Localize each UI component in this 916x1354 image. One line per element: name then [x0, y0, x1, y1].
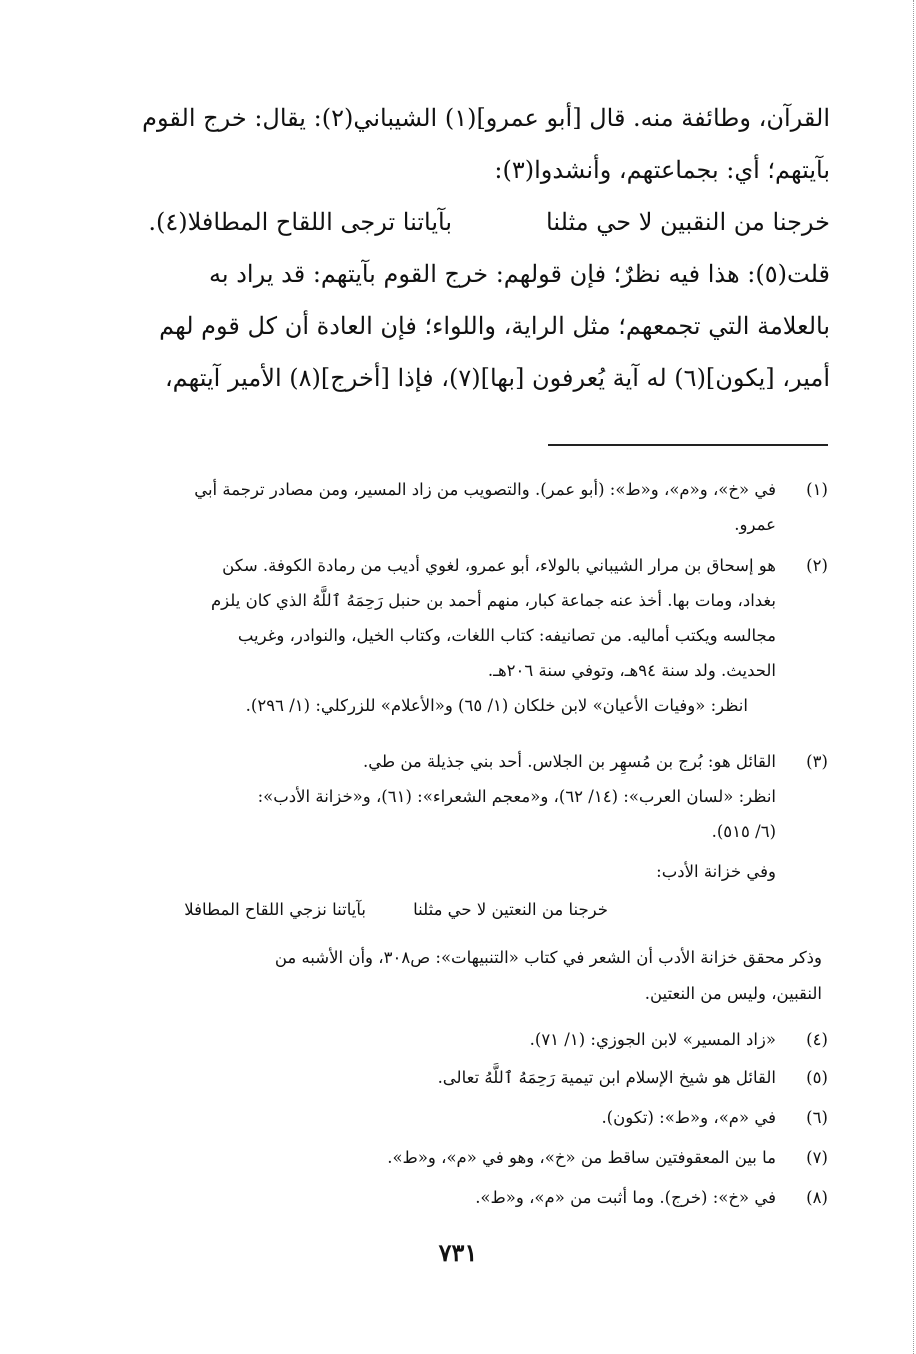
footnote-6: [104, 1100, 834, 1136]
footnote-number: (٨): [806, 1188, 828, 1207]
footnote-number: (٣): [806, 752, 828, 771]
footnote-line: النقبين، وليس من النعتين.: [644, 984, 822, 1003]
footnote-line: الحديث. ولد سنة ٩٤هـ، وتوفي سنة ٢٠٦هـ.: [487, 661, 776, 680]
footnote-line: بغداد، ومات بها. أخذ عنه جماعة كبار، منهم أحمد بن حنبل رَحِمَهُ ٱللَّهُ الذي كان يلزم: [210, 591, 776, 610]
footnote-line: القائل هو: بُرج بن مُسهِر بن الجلاس. أحد بني جذيلة من طي.: [362, 752, 776, 771]
footnote-line: هو إسحاق بن مرار الشيباني بالولاء، أبو عمرو، لغوي أديب من رمادة الكوفة. سكن: [222, 556, 776, 575]
footnote-number: (٦): [806, 1108, 828, 1127]
verse-line: [110, 204, 830, 240]
footnote-line: «زاد المسير» لابن الجوزي: (١/ ٧١).: [529, 1030, 776, 1049]
footnote-4: [104, 1022, 834, 1058]
footnote-3-continued: [104, 940, 834, 1012]
footnote-verse: [104, 892, 776, 928]
verse-hemistich-left: بآياتنا نزجي اللقاح المطافلا: [184, 900, 366, 919]
page-edge-shadow: [907, 0, 914, 1354]
verse-hemistich-right: خرجنا من النقبين لا حي مثلنا: [546, 208, 830, 236]
footnote-line: وذكر محقق خزانة الأدب أن الشعر في كتاب «التنبيهات»: ص٣٠٨، وأن الأشبه من: [274, 948, 822, 967]
footnote-line: عمرو.: [734, 515, 776, 534]
verse-hemistich-left: بآياتنا ترجى اللقاح المطافلا(٤).: [148, 208, 452, 236]
footnote-line: انظر: «لسان العرب»: (١٤/ ٦٢)، و«معجم الشعراء»: (٦١)، و«خزانة الأدب»:: [257, 787, 776, 806]
footnote-line: انظر: «وفيات الأعيان» لابن خلكان (١/ ٦٥) و«الأعلام» للزركلي: (١/ ٢٩٦).: [245, 696, 748, 715]
verse-hemistich-right: خرجنا من النعتين لا حي مثلنا: [413, 900, 608, 919]
footnote-number: (١): [806, 480, 828, 499]
footnote-line: في «م»، و«ط»: (تكون).: [601, 1108, 776, 1127]
footnote-line: في «خ»، و«م»، و«ط»: (أبو عمر). والتصويب من زاد المسير، ومن مصادر ترجمة أبي: [194, 480, 776, 499]
footnote-line: القائل هو شيخ الإسلام ابن تيمية رَحِمَهُ ٱللَّهُ تعالى.: [437, 1068, 776, 1087]
main-line-4: قلت(٥): هذا فيه نظرٌ؛ فإن قولهم: خرج القوم بآيتهم: قد يراد به: [209, 260, 830, 288]
footnote-line: (٦/ ٥١٥).: [711, 822, 776, 841]
footnote-2: [104, 548, 834, 728]
footnote-number: (٢): [806, 556, 828, 575]
footnote-number: (٤): [806, 1030, 828, 1049]
footnote-line: في «خ»: (خرج). وما أثبت من «م»، و«ط».: [475, 1188, 776, 1207]
page-number: ٧٣١: [438, 1238, 478, 1267]
main-line-6: أمير، [يكون](٦) له آية يُعرفون [بها](٧)، فإذا [أخرج](٨) الأمير آيتهم،: [164, 364, 830, 392]
main-line-2: بآيتهم؛ أي: بجماعتهم، وأنشدوا(٣):: [494, 156, 830, 184]
footnote-line: وفي خزانة الأدب:: [656, 862, 776, 881]
footnote-number: (٥): [806, 1068, 828, 1087]
footnote-7: [104, 1140, 834, 1176]
footnote-1: [104, 472, 834, 544]
footnote-8: [104, 1180, 834, 1216]
main-line-5: بالعلامة التي تجمعهم؛ مثل الراية، واللواء؛ فإن العادة أن كل قوم لهم: [159, 312, 830, 340]
footnote-line: مجالسه ويكتب أماليه. من تصانيفه: كتاب اللغات، وكتاب الخيل، والنوادر، وغريب: [237, 626, 776, 645]
footnote-5: [104, 1060, 834, 1096]
main-text: [110, 100, 830, 400]
main-line-1: القرآن، وطائفة منه. قال [أبو عمرو](١) الشيباني(٢): يقال: خرج القوم: [142, 104, 830, 132]
footnote-divider: [548, 444, 828, 446]
footnote-number: (٧): [806, 1148, 828, 1167]
footnote-line: ما بين المعقوفتين ساقط من «خ»، وهو في «م»، و«ط».: [387, 1148, 776, 1167]
